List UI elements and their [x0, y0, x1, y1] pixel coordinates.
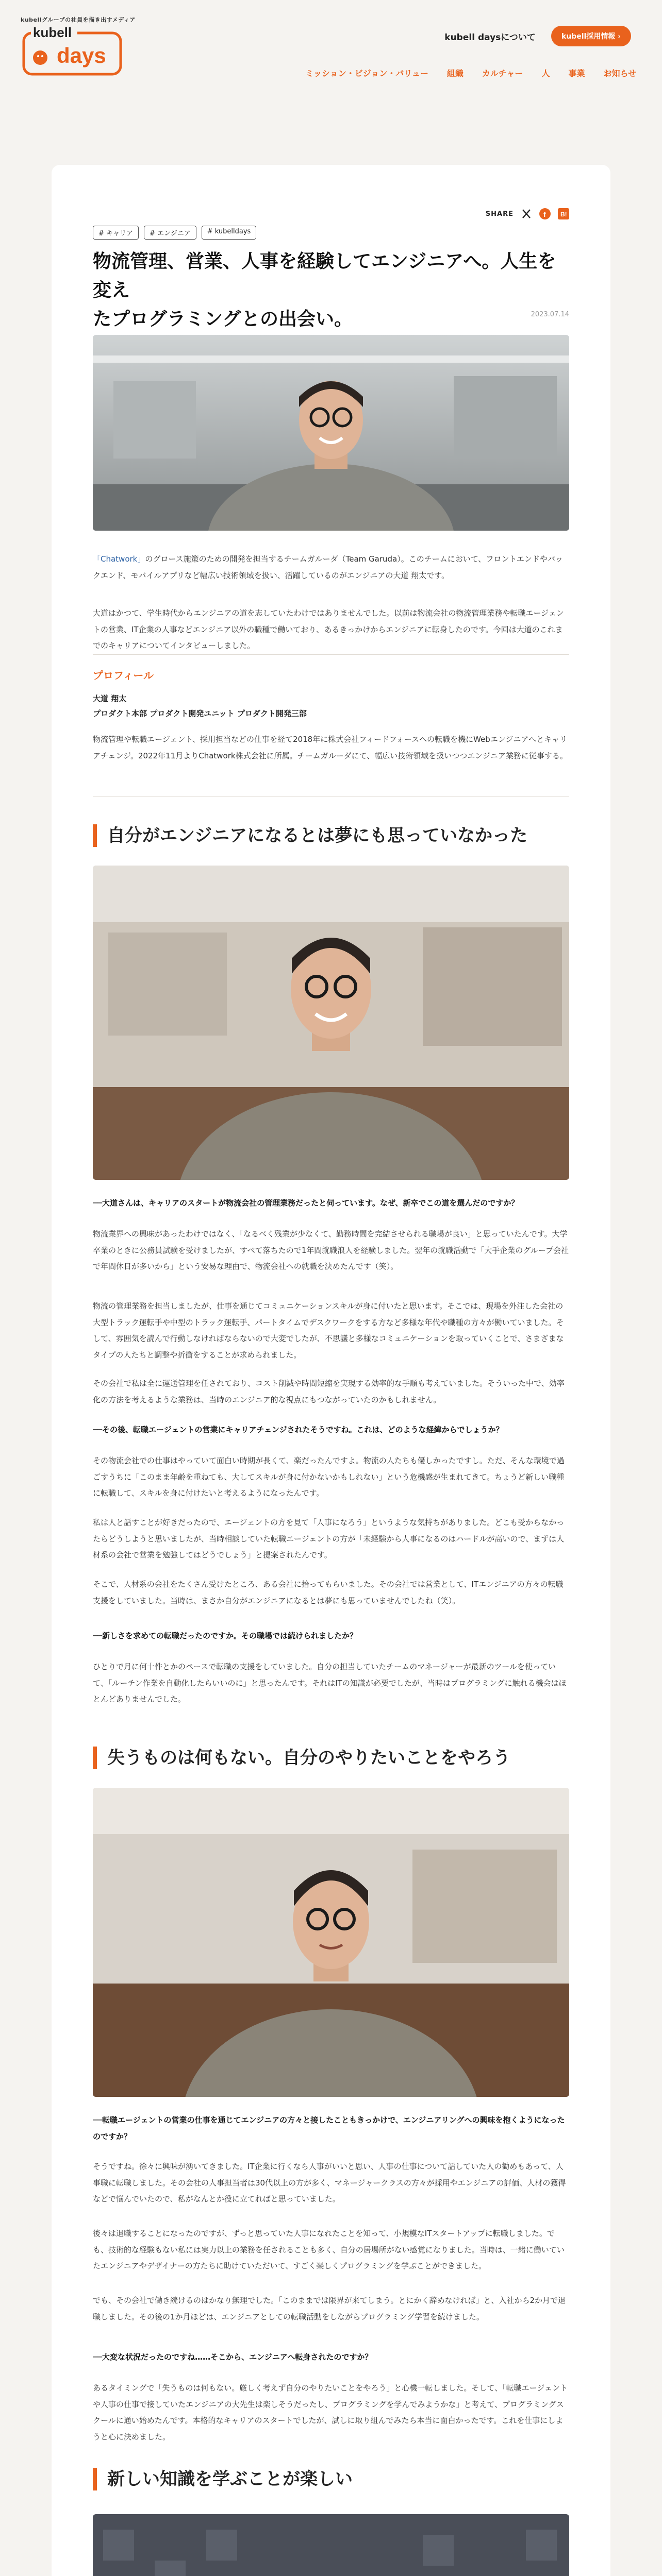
answer-4-1: そうですね。徐々に興味が湧いてきました。IT企業に行くなら人事がいいと思い、人事の仕事について話していた人の勧めもあって、人事職に転職しました。その会社の人事担当者は30代以上の方が多く、マネージャークラスの方々が採用やエンジニアの評価、人材の獲得などで悩んでいたので、私がなんとか役に立てればと思っていました。 [93, 2162, 566, 2204]
title-line-1: 物流管理、営業、人事を経験してエンジニアへ。人生を変え [93, 251, 556, 301]
profile-text: 物流管理や転職エージェント、採用担当などの仕事を経て2018年に株式会社フィードフォースへの転職を機にWebエンジニアへとキャリアチェンジ。2022年11月よりChatwork株式会社に所属。チームガルーダにて、幅広い技術領域を扱いつつエンジニア業務に従事する。 [93, 735, 568, 760]
article-title [93, 247, 569, 333]
nav-item-mvv[interactable]: ミッション・ビジョン・バリュー [305, 69, 428, 78]
nav-item-news[interactable]: お知らせ [603, 69, 636, 78]
section-1-photo [93, 866, 569, 1180]
section-2-photo [93, 1788, 569, 2097]
tag-engineer[interactable]: # エンジニア [144, 226, 196, 240]
nav-item-people[interactable]: 人 [541, 69, 550, 78]
profile-name: 大道 翔太 [93, 694, 127, 703]
answer-2-1: その物流会社での仕事はやっていて面白い時期が長くて、楽だったんですよ。物流の人たちも優しかったですし。ただ、そんな環境で過ごすうちに「このまま年齢を重ねても、大してスキルが身に付かないかもしれない」という危機感が生まれてきて。ちょうど新しい職種に転職して、スキルを身に付けたいと考えるようになったんです。 [93, 1456, 565, 1498]
answer-5-1: あるタイミングで「失うものは何もない。厳しく考えず自分のやりたいことをやろう」と心機一転しました。そして、「転職エージェントや人事の仕事で接していたエンジニアの大先生は楽しそうだったし、プログラミングを学んでみようかな」と考えて、プログラミングスクールに通い始めたんです。本格的なキャリアのスタートでしたが、試しに取り組んでみたら本当に面白かったです。これを仕事にしようと心に決めました。 [93, 2383, 568, 2442]
svg-text:f: f [543, 210, 546, 218]
kubell-days-logo[interactable] [21, 27, 124, 78]
tag-career[interactable]: # キャリア [93, 226, 139, 240]
hatena-share-icon[interactable] [558, 208, 569, 219]
nav-item-business[interactable]: 事業 [568, 69, 585, 78]
intro-paragraph-2: 大道はかつて、学生時代からエンジニアの道を志していたわけではありませんでした。以前は物流会社の物流管理業務や転職エージェントの営業、IT企業の人事などエンジニア以外の職種で働いており、あるきっかけからエンジニアに転身したのです。今回は大道のこれまでのキャリアについてインタビューしました。 [93, 608, 564, 650]
share-bar [93, 206, 569, 222]
x-share-icon[interactable] [521, 208, 532, 219]
share-label: SHARE [485, 210, 514, 218]
profile-block [93, 691, 569, 721]
answer-1-1: 物流業界への興味があったわけではなく、「なるべく残業が少なくて、勤務時間を完結させられる職場が良い」と思っていたんです。大学卒業のときに公務員試験を受けましたが、すべて落ちたので1年間就職浪人を経験しました。翌年の就職活動で「大手企業のグループ会社で年間休日が多いから」という安易な理由で、物流会社への就職を決めたんです（笑）。 [93, 1229, 569, 1271]
svg-text:days: days [57, 43, 106, 67]
profile-role: プロダクト本部 プロダクト開発ユニット プロダクト開発三部 [93, 708, 307, 718]
answer-4-2: 後々は退職することになったのですが、ずっと思っていた人事になれたことを知って、小規模なITスタートアップに転職しました。でも、技術的な経験もない私には実力以上の業務を任されることも多く、自分の居場所がない感覚になりました。当時は、一緒に働いていたエンジニアやデザイナーの方たちに助けていただいて、すごく楽しくプログラミングを学ぶことができました。 [93, 2229, 565, 2270]
tag-kubelldays[interactable]: # kubelldays [202, 226, 257, 240]
section-heading-3: 新しい知識を学ぶことが楽しい [93, 2468, 569, 2490]
section-heading-1: 自分がエンジニアになるとは夢にも思っていなかった [93, 824, 569, 847]
question-5: ──大変な状況だったのですね……そこから、エンジニアへ転身されたのですか？ [93, 2352, 373, 2362]
answer-3-1: ひとりで月に何十件とかのペースで転職の支援をしていました。自分の担当していたチームのマネージャーが最新のツールを使っていて、「ルーチン作業を自動化したらいいのに」と思ったんです。それはITの知識が必要でしたが、当時はプログラミングに触れる機会はほとんどありませんでした。 [93, 1662, 567, 1704]
answer-1-2: 物流の管理業務を担当しましたが、仕事を通じてコミュニケーションスキルが身に付いたと思います。そこでは、現場を外注した会社の大型トラック運転手や中型のトラック運転手、パートタイムでデスクワークをする方など多様な年代や職種の方々が働いていました。そして、雰囲気を読んで行動しなければならないので大変でしたが、不思議と多様なコミュニケーションを取っていくことで、さまざまなタイプの人たちと調整や折衝をすることが求められました。 [93, 1301, 564, 1360]
svg-text:kubell: kubell [33, 27, 72, 40]
hero-photo [93, 335, 569, 531]
chatwork-link[interactable]: 「Chatwork」 [93, 554, 145, 564]
question-3: ──新しさを求めての転職だったのですか。その職場では続けられましたか？ [93, 1631, 358, 1640]
intro-text-1: のグロース施策のための開発を担当するチームガルーダ（Team Garuda）。このチームにおいて、フロントエンドやバックエンド、モバイルアプリなど幅広い技術領域を扱い、活躍しているのがエンジニアの大道 翔太です。 [93, 554, 563, 580]
tag-list [93, 226, 569, 240]
recruit-button[interactable]: kubell採用情報 › [551, 26, 631, 46]
about-link[interactable]: kubell daysについて [444, 32, 536, 43]
question-1: ──大道さんは、キャリアのスタートが物流会社の管理業務だったと伺っています。なぜ、新卒でこの道を選んだのですか？ [93, 1198, 519, 1208]
divider [93, 654, 569, 655]
answer-1-3: その会社で私は全に運送管理を任されており、コスト削減や時間短縮を実現する効率的な手順も考えていました。そういった中で、効率化の方法を考えるような業務は、当時のエンジニア的な視点にもつながっていたのかもしれません。 [93, 1379, 565, 1404]
facebook-share-icon[interactable] [539, 208, 551, 219]
question-2: ──その後、転職エージェントの営業にキャリアチェンジされたそうですね。これは、どのような経緯からでしょうか？ [93, 1425, 504, 1434]
section-3-photo [93, 2514, 569, 2576]
publish-date: 2023.07.14 [531, 311, 569, 318]
section-heading-2: 失うものは何もない。自分のやりたいことをやろう [93, 1747, 569, 1769]
title-line-2: たプログラミングとの出会い。 [93, 308, 353, 330]
answer-2-3: そこで、人材系の会社をたくさん受けたところ、ある会社に拾ってもらいました。その会社では営業として、ITエンジニアの方々の転職支援をしていました。当時は、まさか自分がエンジニアになるとは夢にも思っていませんでしたね（笑）。 [93, 1580, 564, 1605]
answer-4-3: でも、その会社で働き続けるのはかなり無理でした。「このままでは限界が来てしまう。とにかく辞めなければ」と、入社から2か月で退職しました。その後の1か月ほどは、エンジニアとしての転職活動をしながらプログラミング学習を続けました。 [93, 2296, 566, 2321]
header-actions [444, 26, 631, 46]
site-header [0, 0, 662, 93]
brand-subtitle: kubellグループの社員を描き出すメディア [21, 16, 136, 23]
article-card [52, 165, 610, 2576]
nav-item-culture[interactable]: カルチャー [482, 69, 523, 78]
profile-heading: プロフィール [93, 669, 154, 682]
main-nav [305, 67, 636, 79]
intro-paragraph-1 [93, 551, 569, 584]
svg-text:B!: B! [560, 211, 567, 218]
nav-item-organization[interactable]: 組織 [446, 69, 464, 78]
answer-2-2: 私は人と話すことが好きだったので、エージェントの方を見て「人事になろう」というような気持ちがありました。どこも受からなかったらどうしようと思いましたが、当時相談していた転職エージェントの方が「未経験から人事になるのはハードルが高いので、まずは人材系の会社で営業を勉強してはどうでしょう」と提案されたんです。 [93, 1518, 565, 1560]
question-4: ──転職エージェントの営業の仕事を通じてエンジニアの方々と接したこともきっかけで、エンジニアリングへの興味を抱くようになったのですか？ [93, 2115, 565, 2141]
recruit-button-label: kubell採用情報 [561, 32, 616, 41]
